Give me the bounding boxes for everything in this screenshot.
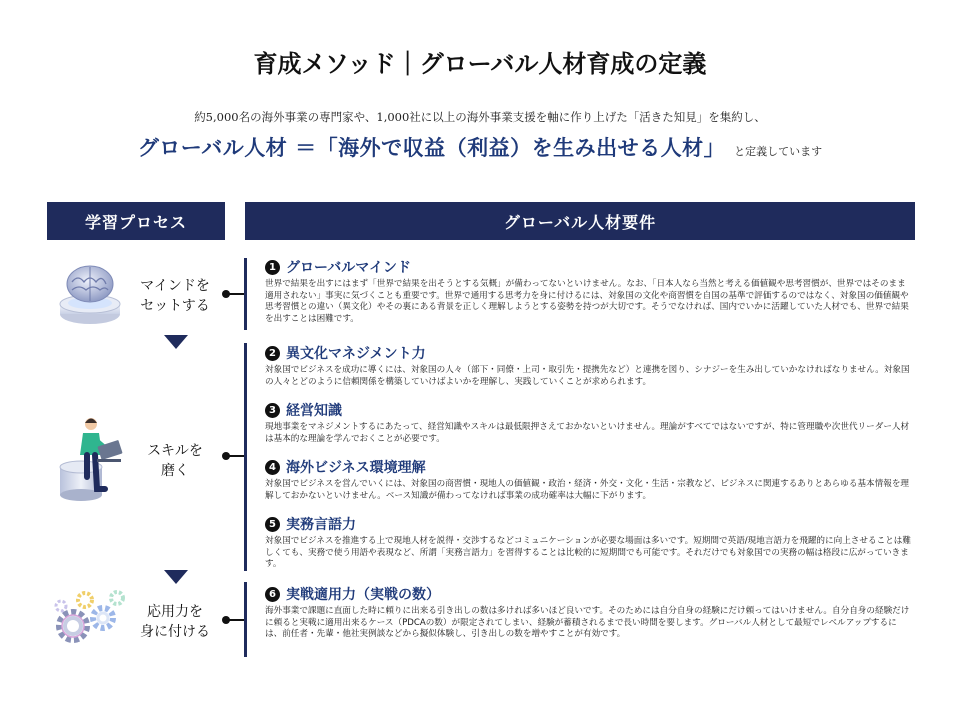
intro-text: 約5,000名の海外事業の専門家や、1,000社に以上の海外事業支援を軸に作り上げた「活きた知見」を集約し、	[194, 110, 766, 124]
requirement-global-mind	[265, 258, 913, 325]
requirement-body: 対象国でビジネスを推進する上で現地人材を説得・交渉するなどコミュニケーションが必要な場面は多いです。短期間で英語/現地言語力を飛躍的に向上させることは難しくても、実務で使う用語や表現など、所謂「実務言語力」を習得することは比較的に短期間でも可能です。それだけでも対象国での実務の幅は格段に広がっていきます。	[265, 536, 911, 570]
page-title: 育成メソッド｜グローバル人材育成の定義	[253, 49, 707, 78]
number-badge: 2	[265, 346, 280, 361]
down-arrow-2	[164, 570, 188, 584]
requirement-management	[265, 401, 913, 445]
stage-application-connector	[226, 619, 246, 621]
requirement-title-text: 海外ビジネス環境理解	[286, 460, 426, 476]
stage-skill-line2: 磨く	[161, 463, 189, 479]
stage-mindset-bar	[244, 258, 247, 330]
gears-icon	[45, 588, 135, 648]
requirement-title	[265, 344, 913, 362]
stage-application-line2: 身に付ける	[140, 624, 210, 640]
stage-application-bar	[244, 582, 247, 657]
stage-mindset-connector	[226, 293, 246, 295]
stage-application-line1: 応用力を	[147, 604, 203, 620]
requirement-title-text: 実務言語力	[286, 517, 356, 533]
number-badge: 6	[265, 587, 280, 602]
requirement-body: 現地事業をマネジメントするにあたって、経営知識やスキルは最低限押さえておかないといけません。理論がすべてではないですが、特に管理職や次世代リーダー人材は基本的な理論を学んでおくことが必要です。	[265, 422, 910, 444]
definition-suffix: と定義しています	[734, 145, 823, 158]
stage-skill-bar	[244, 343, 247, 571]
requirement-body: 世界で結果を出すにはまず「世界で結果を出そうとする気概」が備わってないといけません。なお、「日本人なら当然と考える価値観や思考習慣が、世界ではそのまま適用されない」事実に気づくことも重要です。世界で通用する思考力を身に付けるには、対象国の文化や商習慣を自国の基準で評価するのではなく、対象国の価値観や思考習慣との違い（異文化）やその裏にある背景を正しく理解しようとする姿勢を持つが大切です。そうでなければ、国内でいかに活躍していた人材でも、世界で結果を出すことは困難です。	[265, 279, 909, 324]
definition-text: グローバル人材 ＝「海外で収益（利益）を生み出せる人材」	[137, 136, 726, 160]
number-badge: 5	[265, 517, 280, 532]
header-process: 学習プロセス	[47, 202, 225, 240]
requirement-language	[265, 515, 913, 571]
requirement-business-env	[265, 458, 913, 502]
requirement-title	[265, 585, 913, 603]
stage-skill-label	[130, 441, 220, 481]
requirement-title-text: 経営知識	[286, 403, 342, 419]
requirement-title	[265, 458, 913, 476]
brain-icon	[50, 252, 130, 332]
requirement-title-text: グローバルマインド	[286, 260, 412, 276]
number-badge: 3	[265, 403, 280, 418]
stage-application-label	[130, 602, 220, 642]
requirement-title-text: 異文化マネジメント力	[286, 346, 426, 362]
number-badge: 4	[265, 460, 280, 475]
requirement-title-text: 実戦適用力（実戦の数）	[286, 587, 440, 603]
definition-line	[0, 132, 960, 162]
stage-mindset-line2: セットする	[140, 298, 210, 314]
person-laptop-icon	[55, 415, 125, 505]
requirement-body: 対象国でビジネスを営んでいくには、対象国の商習慣・現地人の価値観・政治・経済・外交・文化・生活・宗教など、ビジネスに関連するありとあらゆる基本情報を理解しておかないといけません。ベース知識が備わってなければ事業の成功確率は大幅に下がります。	[265, 479, 910, 501]
number-badge: 1	[265, 260, 280, 275]
requirement-body: 対象国でビジネスを成功に導くには、対象国の人々（部下・同僚・上司・取引先・提携先など）と連携を図り、シナジーを生み出していかなければなりません。対象国の人々とどのように信頼関係を構築していけばよいかを理解し、実践していくことが求められます。	[265, 365, 910, 387]
requirement-cross-cultural	[265, 344, 913, 388]
down-arrow-1	[164, 335, 188, 349]
requirement-title	[265, 515, 913, 533]
requirement-title	[265, 401, 913, 419]
stage-mindset-label	[130, 276, 220, 316]
requirement-title	[265, 258, 913, 276]
header-requirements: グローバル人材要件	[245, 202, 915, 240]
requirement-practical	[265, 585, 913, 641]
stage-skill-line1: スキルを	[147, 443, 203, 459]
stage-mindset-line1: マインドを	[140, 278, 210, 294]
stage-skill-connector	[226, 455, 246, 457]
requirement-body: 海外事業で課題に直面した時に頼りに出来る引き出しの数は多ければ多いほど良いです。そのためには自分自身の経験にだけ頼ってはいけません。自分自身の経験だけに頼ると実戦に適用出来るケース（PDCAの数）が限定されてしまい、経験が蓄積されるまで長い時間を要します。グローバル人材として最短でレベルアップするには、前任者・先輩・他社実例談などから擬似体験し、引き出しの数を増やすことが有効です。	[265, 606, 910, 640]
